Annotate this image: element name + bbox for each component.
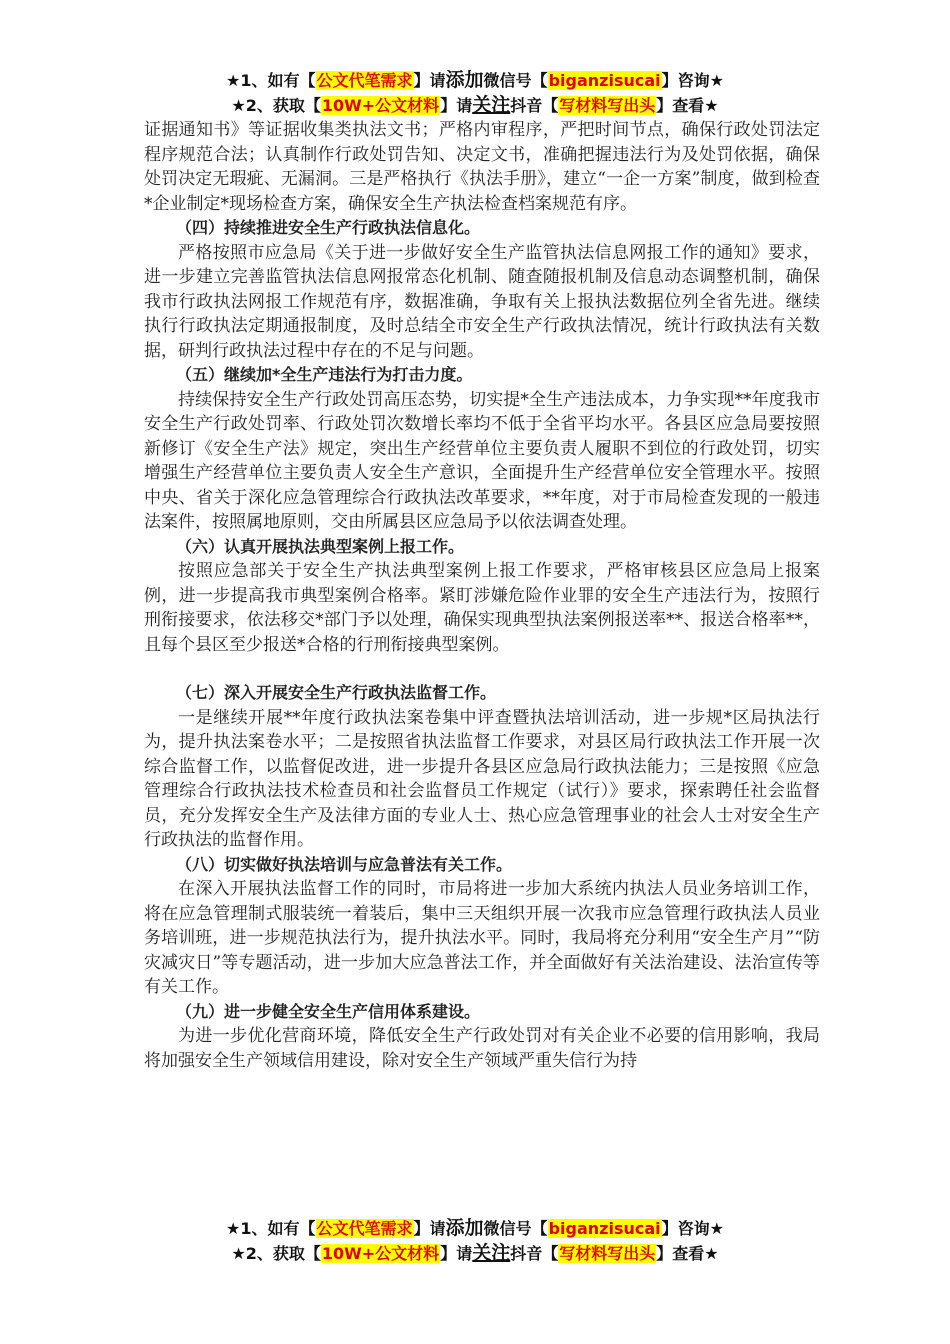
heading-section-9: （九）进一步健全安全生产信用体系建设。 [176, 1001, 481, 1021]
heading-section-4: （四）持续推进安全生产行政执法信息化。 [176, 218, 481, 237]
highlight-materials: 10W+公文材料 [321, 1244, 440, 1263]
promo-banner-top [0, 68, 950, 118]
paragraph-section-4: 严格按照市应急局《关于进一步做好安全生产监管执法信息网报工作的通知》要求，进一步建立完善监管执法信息网报常态化机制、随查随报机制及信息动态调整机制，确保我市行政执法网报工作规范有序，数据准确，争取有关上报执法数据位列全省先进。继续执行行政执法定期通报制度，及时总结全市安全生产行政执法情况，统计行政执法有关数据，研判行政执法过程中存在的不足与问题。 [144, 242, 820, 361]
heading-section-6: （六）认真开展执法典型案例上报工作。 [176, 536, 465, 556]
paragraph-section-6: 按照应急部关于安全生产执法典型案例上报工作要求，严格审核县区应急局上报案例，进一步提高我市典型案例合格率。紧盯涉嫌危险作业罪的安全生产违法行为，按照行刑衔接要求，依法移交*部门予以处理，确保实现典型执法案例报送率**、报送合格率**，且每个县区至少报送*合格的行刑衔接典型案例。 [144, 561, 820, 655]
highlight-douyin-id: 写材料写出头 [559, 1244, 656, 1263]
highlight-wechat-id: biganzisucai [548, 1219, 661, 1238]
paragraph-section-5: 持续保持安全生产行政处罚高压态势，切实提*全生产违法成本，力争实现**年度我市安全生产行政处罚率、行政处罚次数增长率均不低于全省平均水平。各县区应急局要按照新修订《安全生产法》规定，突出生产经营单位主要负责人履职不到位的行政处罚，切实增强生产经营单位主要负责人安全生产意识，全面提升生产经营单位安全管理水平。按照中央、省关于深化应急管理综合行政执法改革要求，**年度，对于市局检查发现的一般违法案件，按照属地原则，交由所属县区应急局予以依法调查处理。 [144, 389, 820, 532]
highlight-service: 公文代笔需求 [316, 71, 413, 90]
paragraph-gap [144, 657, 820, 681]
paragraph-section-9: 为进一步优化营商环境，降低安全生产行政处罚对有关企业不必要的信用影响，我局将加强安全生产领域信用建设，除对安全生产领域严重失信行为持 [144, 1026, 820, 1071]
highlight-douyin-id: 写材料写出头 [559, 96, 656, 115]
paragraph-intro: 证据通知书》等证据收集类执法文书；严格内审程序，严把时间节点，确保行政处罚法定程序规范合法；认真制作行政处罚告知、决定文书，准确把握违法行为及处罚依据，确保处罚决定无瑕疵、无漏洞。三是严格执行《执法手册》，建立“一企一方案”制度，做到检查*企业制定*现场检查方案，确保安全生产执法检查档案规范有序。 [144, 120, 820, 214]
promo-line-2: ★2、获取【10W+公文材料】请关注抖音【写材料写出头】查看★ [231, 94, 719, 116]
highlight-service: 公文代笔需求 [316, 1219, 413, 1238]
heading-section-5: （五）继续加*全生产违法行为打击力度。 [176, 365, 473, 384]
paragraph-section-7: 一是继续开展**年度行政执法案卷集中评查暨执法培训活动，进一步规*区局执法行为，提升执法案卷水平；二是按照省执法监督工作要求，对县区局行政执法工作开展一次综合监督工作，以监督促改进，进一步提升各县区应急局行政执法能力；三是按照《应急管理综合行政执法技术检查员和社会监督员工作规定（试行）》要求，探索聘任社会监督员，充分发挥安全生产及法律方面的专业人士、热心应急管理事业的社会人士对安全生产行政执法的监督作用。 [144, 707, 820, 850]
promo-line-2: ★2、获取【10W+公文材料】请关注抖音【写材料写出头】查看★ [231, 1242, 719, 1264]
highlight-wechat-id: biganzisucai [548, 71, 661, 90]
promo-line-1: ★1、如有【公文代笔需求】请添加微信号【biganzisucai】咨询★ [226, 1217, 724, 1239]
paragraph-section-8: 在深入开展执法监督工作的同时，市局将进一步加大系统内执法人员业务培训工作，将在应急管理制式服装统一着装后，集中三天组织开展一次我市应急管理行政执法人员业务培训班，进一步规范执法行为，提升执法水平。同时，我局将充分利用“安全生产月”“防灾减灾日”等专题活动，进一步加大应急普法工作，并全面做好有关法治建设、法治宣传等有关工作。 [144, 879, 820, 997]
promo-banner-bottom [0, 1216, 950, 1266]
document-body [144, 118, 820, 1073]
heading-section-8: （八）切实做好执法培训与应急普法有关工作。 [176, 854, 513, 874]
heading-section-7: （七）深入开展安全生产行政执法监督工作。 [176, 683, 497, 702]
highlight-materials: 10W+公文材料 [321, 96, 440, 115]
promo-line-1: ★1、如有【公文代笔需求】请添加微信号【biganzisucai】咨询★ [226, 69, 724, 91]
